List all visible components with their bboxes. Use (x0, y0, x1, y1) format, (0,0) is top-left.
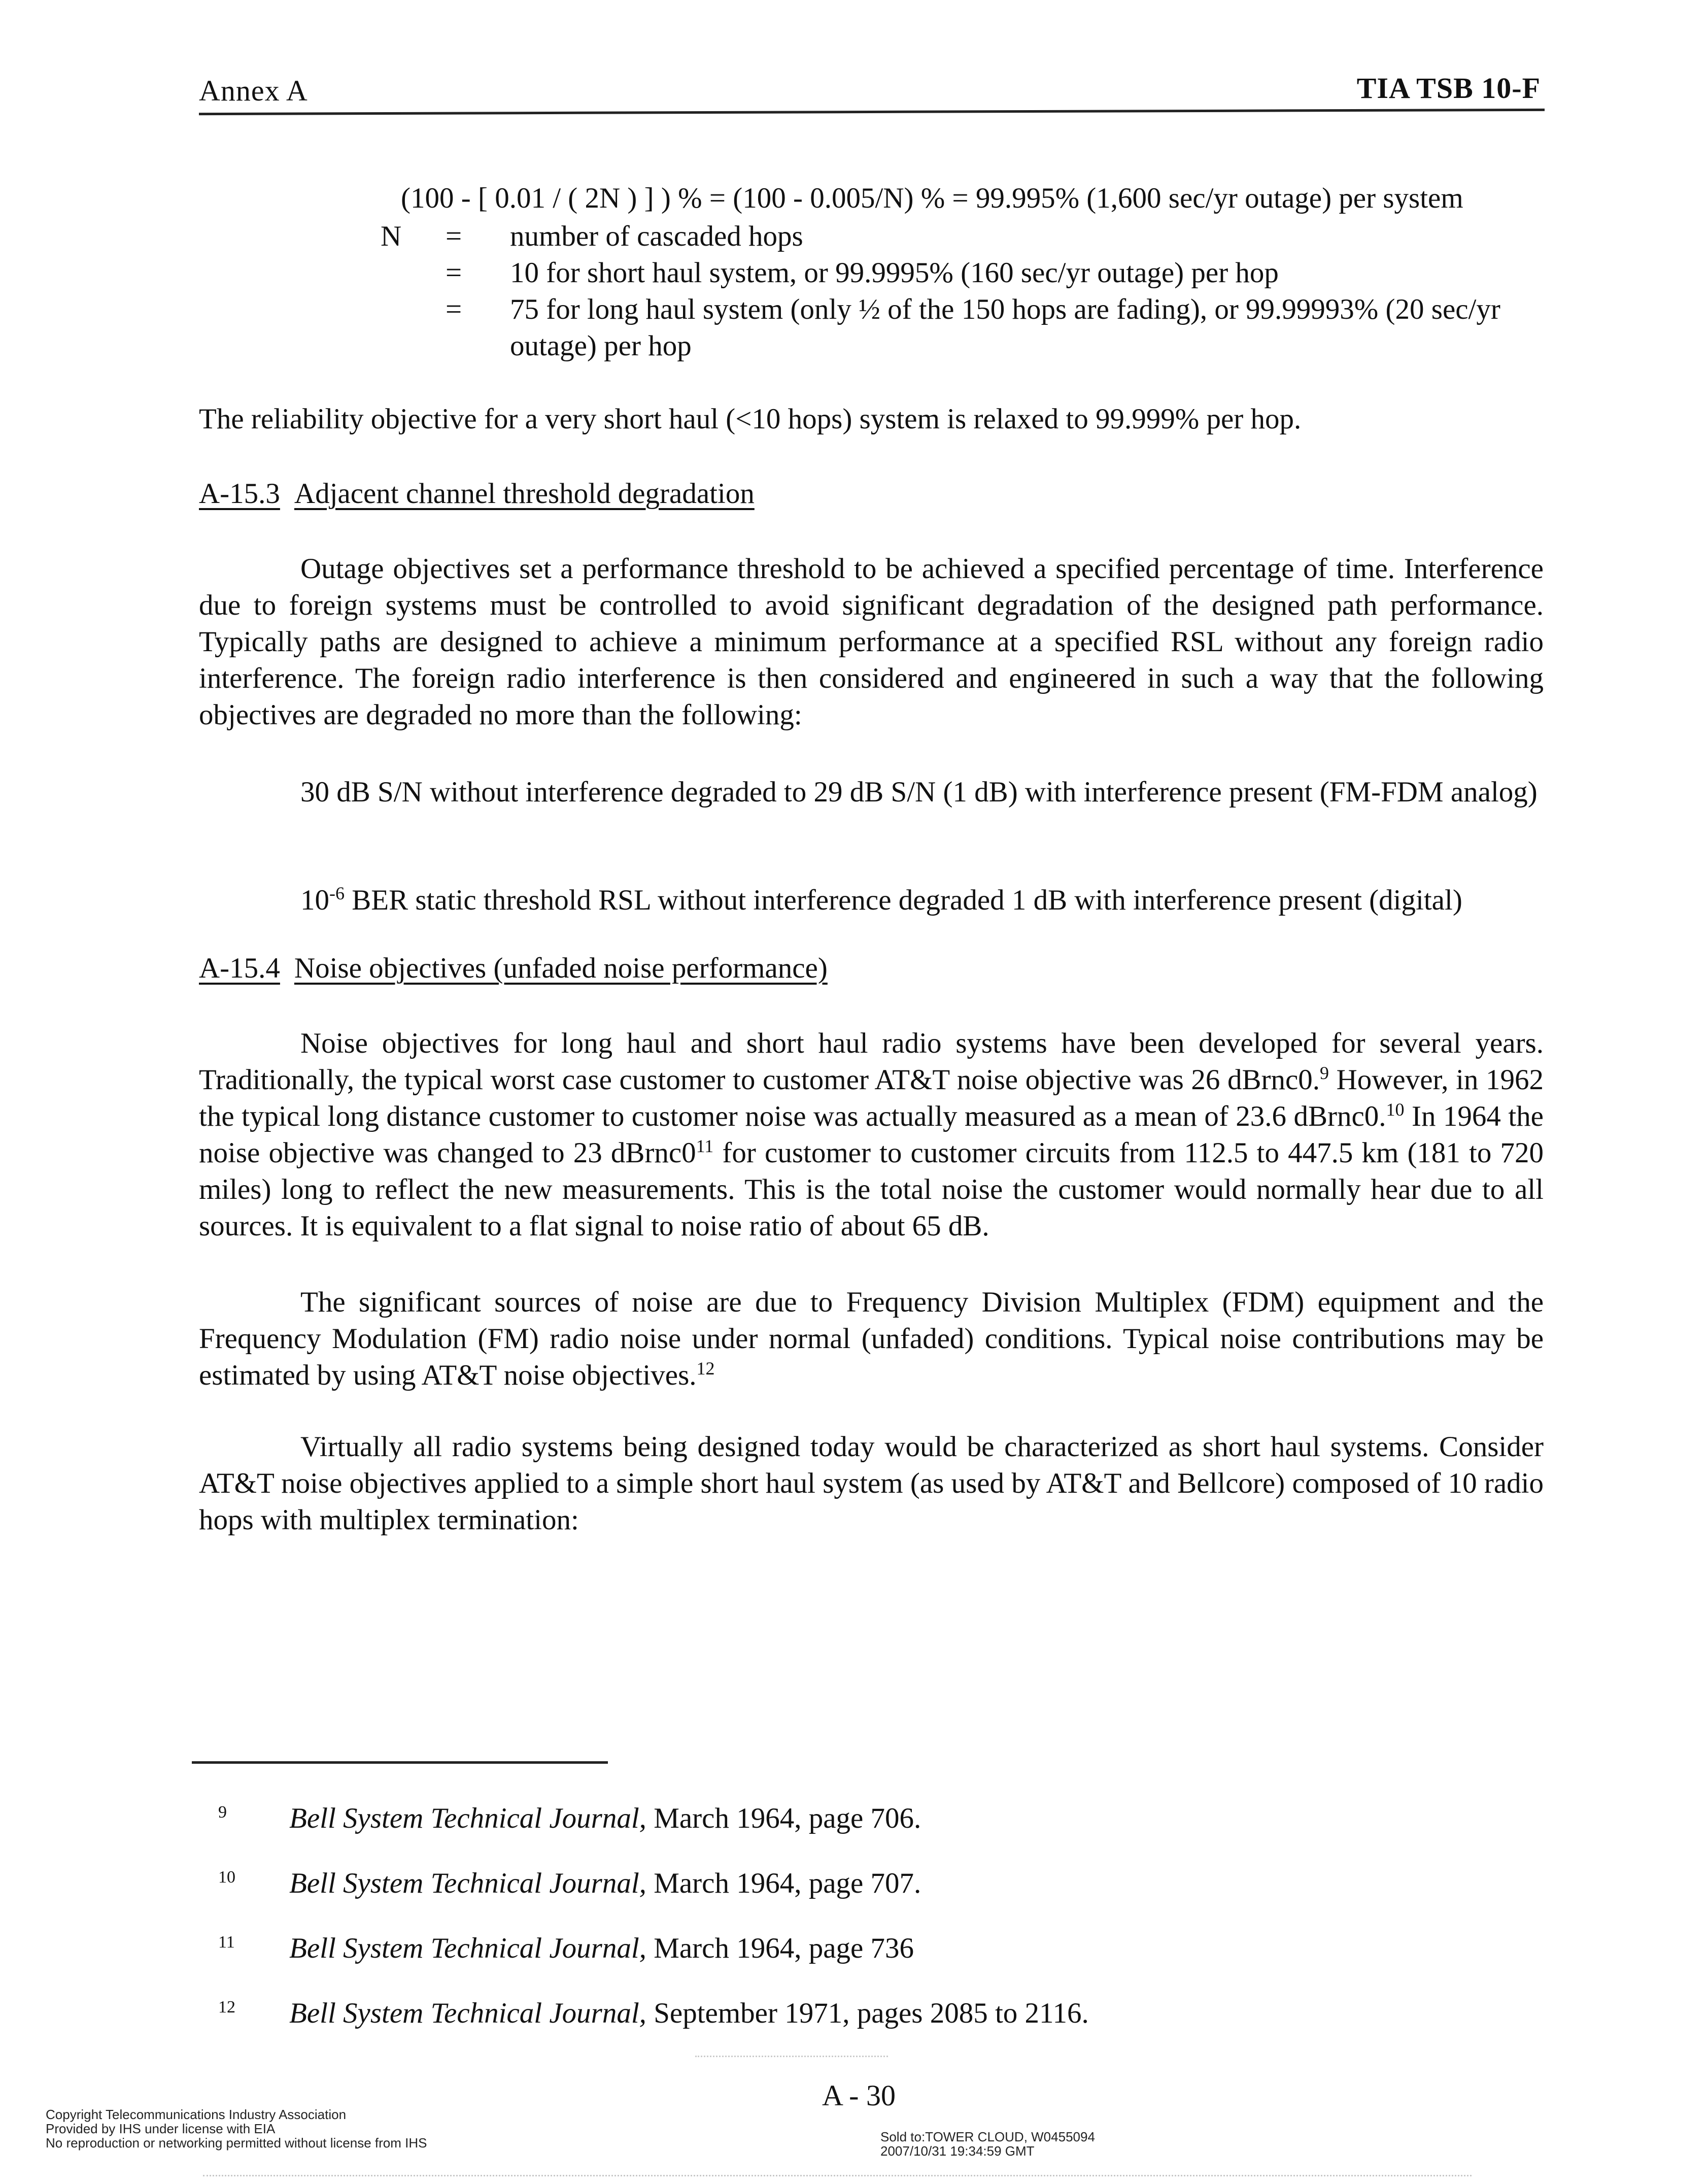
paragraph-outage-objectives: Outage objectives set a performance threshold to be achieved a specified percentage of time. Interference due to foreign systems must be controlled to avoid significant degradation of the designed path performance. Typically paths are designed to achieve a minimum performance at a specified RSL without any foreign radio interference. The foreign radio interference is then considered and engineered in such a way that the following objectives are degraded no more than the following: (199, 553, 1544, 731)
footnote-rule (192, 1761, 608, 1764)
definition-text: 10 for short haul system, or 99.9995% (160 sec/yr outage) per hop (510, 257, 1279, 289)
paragraph-short-haul: Virtually all radio systems being designed today would be characterized as short haul systems. Consider AT&T noise objectives applied to a simple short haul system (as used by AT&T and Bellcore) composed of 10 radio hops with multiplex termination: (199, 1431, 1544, 1536)
footnote-number: 12 (218, 1998, 235, 2017)
paragraph-noise-sources: The significant sources of noise are due to Frequency Division Multiplex (FDM) equipment and the Frequency Modulation (FM) radio noise under normal (unfaded) conditions. Typical noise contributions may be estimated by using AT&T noise objectives.$^{12}$ (199, 1286, 1544, 1391)
definition-equals: = (446, 257, 462, 289)
scan-noise (203, 2175, 1472, 2178)
copyright-notice: Copyright Telecommunications Industry Association Provided by IHS under license with EIA No reproduction or networking permitted without license from IHS (46, 2107, 427, 2151)
section-heading-a-15-4 (199, 952, 828, 985)
definition-text: 75 for long haul system (only ½ of the 150 hops are fading), or 99.99993% (20 sec/yr outage) per hop (510, 293, 1500, 362)
definition-text: number of cascaded hops (510, 220, 803, 252)
scan-noise (695, 2056, 888, 2064)
section-heading-a-15-3 (199, 477, 755, 510)
footnote-number: 11 (218, 1933, 235, 1952)
objective-item-analog: 30 dB S/N without interference degraded to 29 dB S/N (1 dB) with interference present (FM-FDM analog) (300, 776, 1538, 808)
footnote-ref[interactable]: 10 (1386, 1099, 1405, 1120)
sold-to-stamp: Sold to:TOWER CLOUD, W0455094 2007/10/31 19:34:59 GMT (880, 2129, 1095, 2159)
reliability-equation: (100 - [ 0.01 / ( 2N ) ] ) % = (100 - 0.005/N) % = 99.995% (1,600 sec/yr outage) per system (401, 182, 1463, 214)
reliability-note: The reliability objective for a very short haul (<10 hops) system is relaxed to 99.999% per hop. (199, 403, 1302, 435)
definition-equals: = (446, 293, 462, 325)
ber-exponent: -6 (329, 883, 345, 903)
ber-base: 10 (300, 884, 329, 916)
footnote-number: 9 (218, 1803, 227, 1822)
footnote-9: 9 Bell System Technical Journal, March 1964, page 706. (218, 1802, 921, 1834)
running-header-right: TIA TSB 10-F (1356, 72, 1541, 105)
header-rule (199, 109, 1545, 115)
section-title: Noise objectives (unfaded noise performance) (294, 952, 828, 984)
section-title: Adjacent channel threshold degradation (294, 478, 755, 510)
ber-text: BER static threshold RSL without interference degraded 1 dB with interference present (digital) (345, 884, 1462, 916)
footnote-number: 10 (218, 1868, 235, 1887)
section-number: A-15.4 (199, 952, 280, 984)
paragraph-noise-objectives: Noise objectives for long haul and short haul radio systems have been developed for several years. Traditionally, the typical worst case customer to customer AT&T noise objective was 26 dBrnc0.$^9$ However, in 1962 the typical long distance customer to customer noise was actually measured as a mean of 23.6 dBrnc0.10 In 1964 the noise objective was changed to 23 $dBrnc0^{11}$ for customer to customer circuits from 112.5 to 447.5 km (181 to 720 miles) long to reflect the new measurements. This is the total noise the customer would normally hear due to all sources. It is equivalent to a flat signal to noise ratio of about 65 dB. (199, 1027, 1544, 1242)
footnote-ref[interactable]: 12 (696, 1358, 715, 1379)
section-number: A-15.3 (199, 478, 280, 510)
footnote-12: 12 Bell System Technical Journal, September 1971, pages 2085 to 2116. (218, 1997, 1089, 2029)
objective-item-digital (300, 882, 1544, 919)
page-number: A - 30 (822, 2079, 896, 2112)
definition-symbol: N (381, 220, 402, 252)
definition-equals: = (446, 220, 462, 252)
footnote-ref[interactable]: 9 (1320, 1063, 1329, 1083)
footnote-11: 11 Bell System Technical Journal, March 1964, page 736 (218, 1932, 914, 1964)
footnote-ref[interactable]: 11 (696, 1136, 714, 1156)
footnote-10: 10 Bell System Technical Journal, March 1964, page 707. (218, 1867, 921, 1899)
running-header-left: Annex A (199, 74, 308, 107)
